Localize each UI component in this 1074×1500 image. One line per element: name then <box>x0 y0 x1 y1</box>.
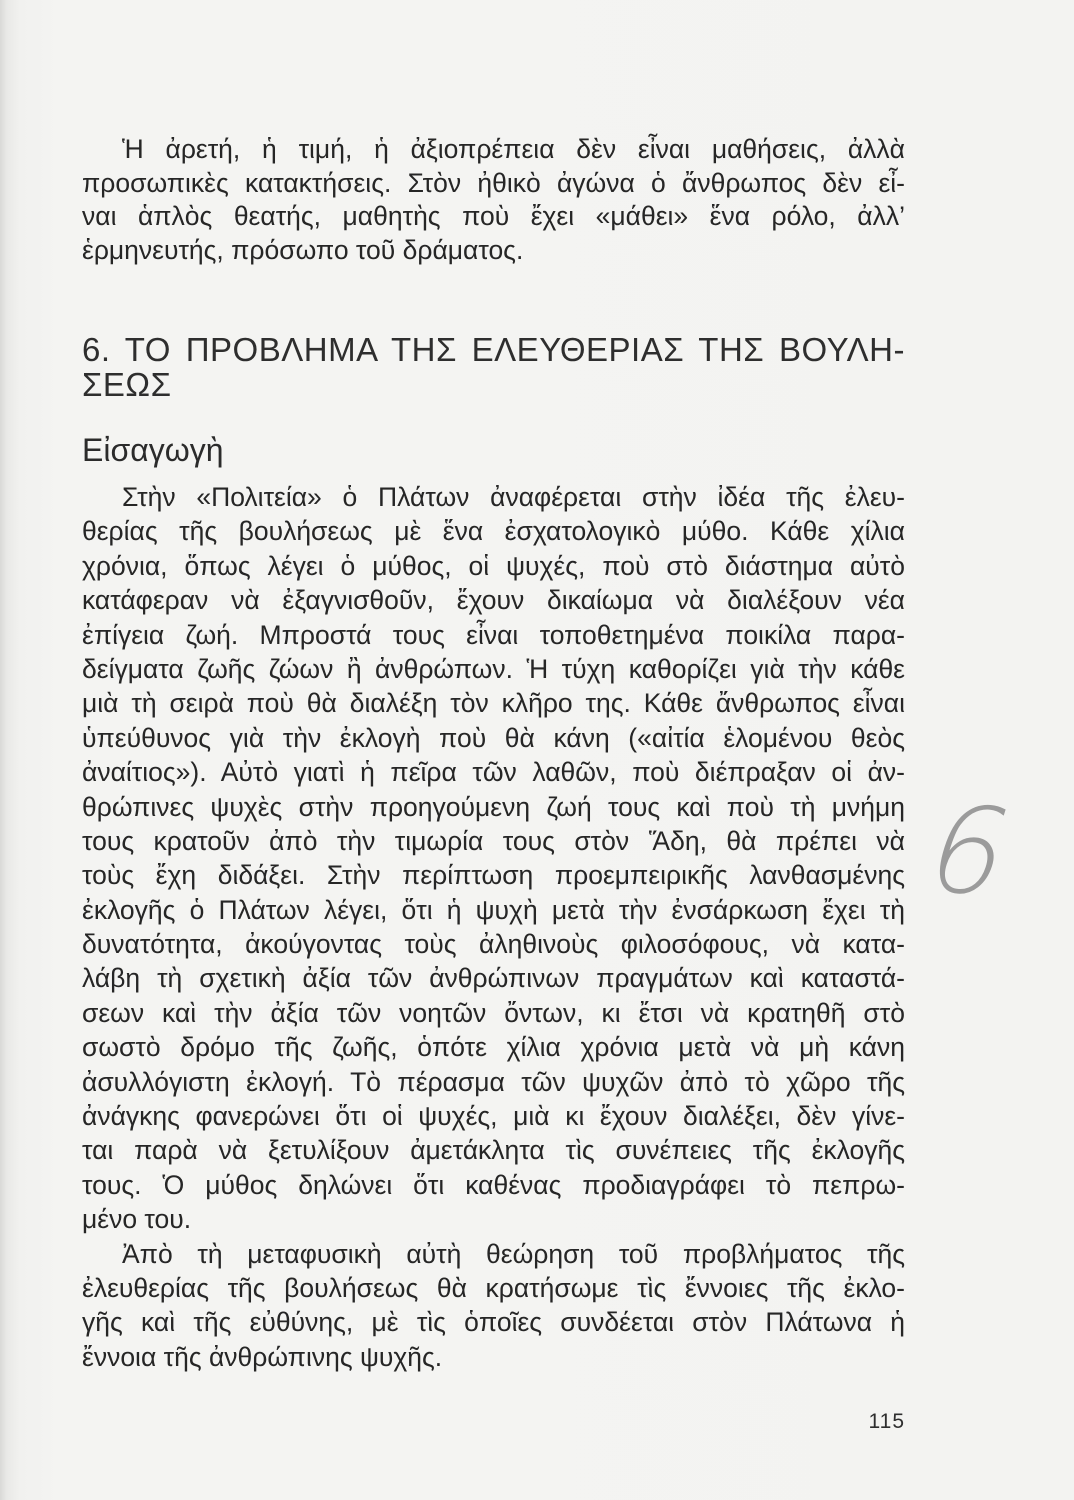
text-line: Στὴν «Πολιτεία» ὁ Πλάτων ἀναφέρεται στὴν ἰδέα τῆς ἐλευ- <box>122 482 905 512</box>
text-line: σεων καὶ τὴν ἀξία τῶν νοητῶν ὄντων, κι ἔτσι νὰ κρατηθῆ στὸ <box>82 997 905 1028</box>
text-line: σωστὸ δρόμο τῆς ζωῆς, ὁπότε χίλια χρόνια μετὰ νὰ μὴ κάνη <box>82 1032 905 1063</box>
handwritten-margin-note: 6 <box>910 779 1029 923</box>
intro-paragraph <box>82 133 905 267</box>
text-line: τους κρατοῦν ἀπὸ τὴν τιμωρία τους στὸν Ἅδη, θὰ πρέπει νὰ <box>82 825 905 856</box>
text-line: χρόνια, ὅπως λέγει ὁ μύθος, οἱ ψυχές, ποὺ στὸ διάστημα αὐτὸ <box>82 550 905 581</box>
text-line: λάβη τὴ σχετικὴ ἀξία τῶν ἀνθρώπινων πραγμάτων καὶ καταστά- <box>82 963 905 994</box>
text-line: κατάφεραν νὰ ἐξαγνισθοῦν, ἔχουν δικαίωμα νὰ διαλέξουν νέα <box>82 585 905 616</box>
text-line: θερίας τῆς βουλήσεως μὲ ἕνα ἐσχατολογικὸ μύθο. Κάθε χίλια <box>82 516 905 547</box>
section-heading-line: 6. ΤΟ ΠΡΟΒΛΗΜΑ ΤΗΣ ΕΛΕΥΘΕΡΙΑΣ ΤΗΣ ΒΟΥΛΗ- <box>82 331 905 368</box>
text-line: προσωπικὲς κατακτήσεις. Στὸν ἠθικὸ ἀγώνα ὁ ἄνθρωπος δὲν εἶ- <box>82 167 905 198</box>
text-line: θρώπινες ψυχὲς στὴν προηγούμενη ζωή τους καὶ ποὺ τὴ μνήμη <box>82 791 905 822</box>
text-line: ἐκλογῆς ὁ Πλάτων λέγει, ὅτι ἡ ψυχὴ μετὰ τὴν ἐνσάρκωση ἔχει τὴ <box>82 894 905 925</box>
text-line: ἔννοια τῆς ἀνθρώπινης ψυχῆς. <box>82 1341 443 1372</box>
text-line: ἐλευθερίας τῆς βουλήσεως θὰ κρατήσωμε τὶς ἔννοιες τῆς ἐκλο- <box>82 1272 905 1303</box>
text-line: δυνατότητα, ἀκούγοντας τοὺς ἀληθινοὺς φιλοσόφους, νὰ κατα- <box>82 929 905 960</box>
text-line: μιὰ τὴ σειρὰ ποὺ θὰ διαλέξη τὸν κλῆρο της. Κάθε ἄνθρωπος εἶναι <box>82 688 905 719</box>
section-heading <box>82 332 905 402</box>
text-line: μένο του. <box>82 1204 192 1235</box>
text-line: ἀσυλλόγιστη ἐκλογή. Τὸ πέρασμα τῶν ψυχῶν ἀπὸ τὸ χῶρο τῆς <box>82 1066 905 1097</box>
text-line: τους. Ὁ μύθος δηλώνει ὅτι καθένας προδιαγράφει τὸ πεπρω- <box>82 1169 905 1200</box>
text-line: Ἡ ἀρετή, ἡ τιμή, ἡ ἀξιοπρέπεια δὲν εἶναι μαθήσεις, ἀλλὰ <box>122 134 905 164</box>
text-line: ἐπίγεια ζωή. Μπροστά τους εἶναι τοποθετημένα ποικίλα παρα- <box>82 619 905 650</box>
page-number: 115 <box>868 1410 905 1433</box>
paragraph <box>82 480 905 1237</box>
text-line: ναι ἁπλὸς θεατής, μαθητὴς ποὺ ἔχει «μάθει» ἕνα ρόλο, ἀλλ’ <box>82 201 905 231</box>
text-line: δείγματα ζωῆς ζώων ἢ ἀνθρώπων. Ἡ τύχη καθορίζει γιὰ τὴν κάθε <box>82 653 905 684</box>
text-line: Ἀπὸ τὴ μεταφυσικὴ αὐτὴ θεώρηση τοῦ προβλήματος τῆς <box>122 1238 905 1269</box>
text-line: ται παρὰ νὰ ξετυλίξουν ἀμετάκλητα τὶς συνέπειες τῆς ἐκλογῆς <box>82 1135 905 1166</box>
text-line: ἀνάγκης φανερώνει ὅτι οἱ ψυχές, μιὰ κι ἔχουν διαλέξει, δὲν γίνε- <box>82 1101 905 1132</box>
section-body <box>82 480 905 1374</box>
section-heading-line: ΣΕΩΣ <box>82 366 172 403</box>
text-line: τοὺς ἔχη διδάξει. Στὴν περίπτωση προεμπειρικῆς λανθασμένης <box>82 860 905 891</box>
text-line: ἀναίτιος»). Αὐτὸ γιατὶ ἡ πεῖρα τῶν λαθῶν, ποὺ διέπραξαν οἱ ἀν- <box>82 757 905 788</box>
text-line: ὑπεύθυνος γιὰ τὴν ἐκλογὴ ποὺ θὰ κάνη («αἰτία ἑλομένου θεὸς <box>82 722 905 753</box>
text-line: γῆς καὶ τῆς εὐθύνης, μὲ τὶς ὁποῖες συνδέεται στὸν Πλάτωνα ἡ <box>82 1307 905 1338</box>
text-line: ἑρμηνευτής, πρόσωπο τοῦ δράματος. <box>82 234 524 265</box>
section-subheading: Εἰσαγωγὴ <box>82 432 224 468</box>
paragraph <box>82 1237 905 1375</box>
